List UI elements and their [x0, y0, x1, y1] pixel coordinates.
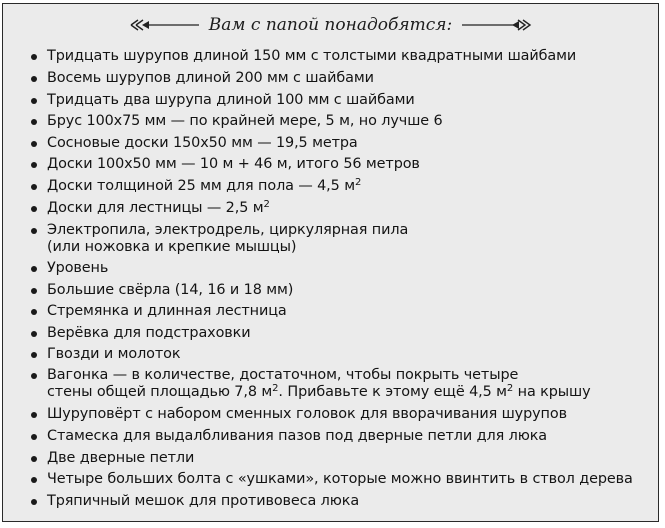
list-item-text: Большие свёрла (14, 16 и 18 мм) [47, 282, 294, 298]
ornament-right-icon [460, 18, 532, 32]
list-item-text [47, 384, 591, 400]
bullet-icon [31, 119, 37, 125]
list-item-text: Стремянка и длинная лестница [47, 303, 287, 319]
bullet-icon [31, 373, 37, 379]
superscript: 2 [272, 383, 279, 394]
list-item-text: Тридцать шурупов длиной 150 мм с толстыми квадратными шайбами [47, 48, 577, 64]
list-item-text: Гвозди и молоток [47, 346, 181, 362]
list-item-text: (или ножовка и крепкие мышцы) [47, 239, 297, 255]
list-item-text: Доски 100x50 мм — 10 м + 46 м, итого 56 метров [47, 156, 420, 172]
bullet-icon [31, 98, 37, 104]
bullet-icon [31, 184, 37, 190]
list-header [3, 12, 658, 38]
bullet-icon [31, 288, 37, 294]
bullet-icon [31, 434, 37, 440]
bullet-icon [31, 352, 37, 358]
bullet-icon [31, 331, 37, 337]
list-item-text: Электропила, электродрель, циркулярная пила [47, 222, 409, 238]
bullet-icon [31, 456, 37, 462]
list-item-text: Брус 100x75 мм — по крайней мере, 5 м, но лучше 6 [47, 113, 443, 129]
bullet-icon [31, 266, 37, 272]
list-item-text: Уровень [47, 260, 109, 276]
list-title: Вам с папой понадобятся: [208, 15, 453, 35]
superscript: 2 [354, 177, 362, 188]
bullet-icon [31, 477, 37, 483]
bullet-icon [31, 499, 37, 505]
bullet-icon [31, 54, 37, 60]
list-item-text: Четыре больших болта с «ушками», которые можно ввинтить в ствол дерева [47, 471, 633, 487]
list-item-text: Доски толщиной 25 мм для пола — 4,5 $м^2$ [47, 177, 362, 194]
list-item-text: Восемь шурупов длиной 200 мм с шайбами [47, 70, 374, 86]
superscript: 2 [506, 383, 514, 394]
ornament-left-icon [129, 18, 201, 32]
bullet-icon [31, 162, 37, 168]
bullet-icon [31, 309, 37, 315]
list-item-text: Тридцать два шурупа длиной 100 мм с шайбами [47, 92, 415, 108]
shopping-list-panel [2, 3, 659, 522]
bullet-icon [31, 141, 37, 147]
list-item-text: Доски для лестницы — 2,5 $м^2$ [47, 199, 270, 216]
text-segment: . Прибавьте к этому ещё 4,5 м [278, 384, 507, 400]
text-segment: на крышу [513, 384, 591, 400]
list-item-text: Две дверные петли [47, 450, 195, 466]
list-item-text: Шуруповёрт с набором сменных головок для вворачивания шурупов [47, 406, 567, 422]
list-item-text: Вагонка — в количестве, достаточном, чтобы покрыть четыре [47, 367, 519, 383]
bullet-icon [31, 228, 37, 234]
bullet-icon [31, 412, 37, 418]
list-item-text: Тряпичный мешок для противовеса люка [47, 493, 360, 509]
superscript: 2 [263, 199, 270, 210]
bullet-icon [31, 206, 37, 212]
list-item-text: Сосновые доски 150x50 мм — 19,5 метра [47, 135, 358, 151]
list-item-text: Верёвка для подстраховки [47, 325, 251, 341]
text-segment: стены общей площадью 7,8 м [47, 384, 273, 400]
bullet-icon [31, 76, 37, 82]
list-item-text: Стамеска для выдалбливания пазов под дверные петли для люка [47, 428, 548, 444]
